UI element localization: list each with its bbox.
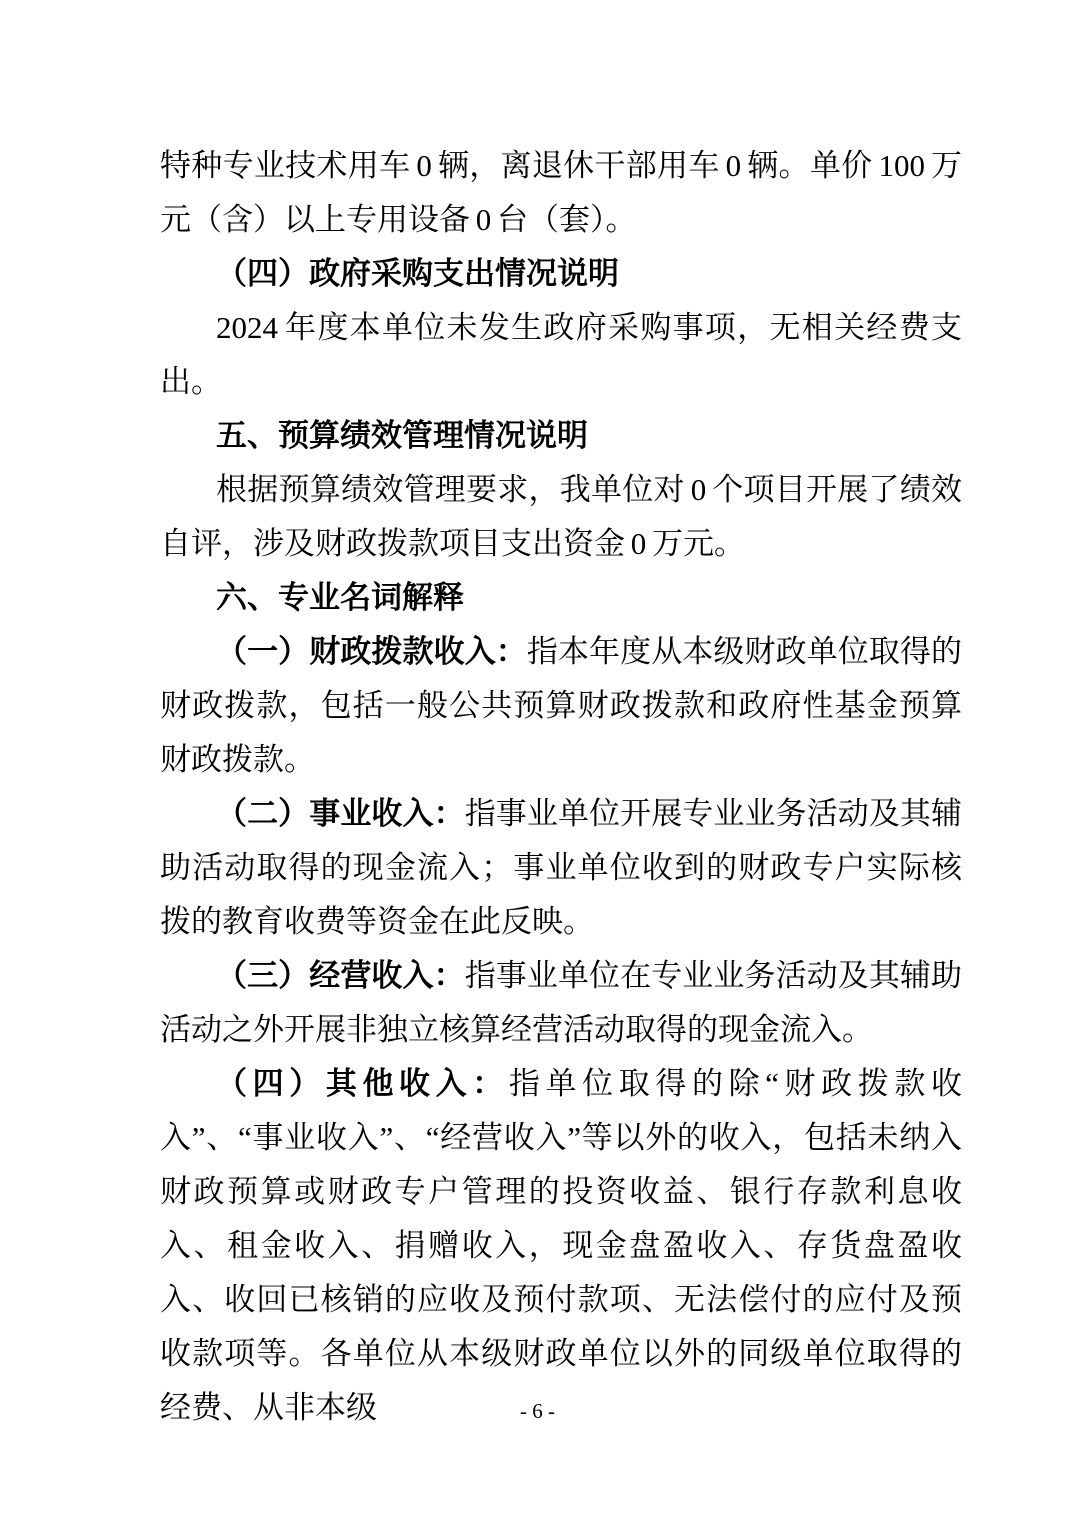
glossary-term-other-income (160, 1057, 962, 1435)
term-definition: 指本年度从本级财政单位取得的财政拨款，包括一般公共预算财政拨款和政府性基金预算财政拨款。 (160, 634, 963, 777)
term-label: （一）财政拨款收入： (216, 634, 527, 669)
term-definition: 指事业单位开展专业业务活动及其辅助活动取得的现金流入；事业单位收到的财政专户实际核拨的教育收费等资金在此反映。 (160, 796, 963, 939)
term-label: （二）事业收入： (216, 796, 465, 831)
paragraph-budget-performance: 根据预算绩效管理要求，我单位对 0 个项目开展了绩效自评，涉及财政拨款项目支出资金 0 万元。 (160, 472, 962, 561)
paragraph-special-vehicles-continued: 特种专业技术用车 0 辆，离退休干部用车 0 辆。单价 100 万元（含）以上专用设备 0 台（套）。 (160, 148, 962, 237)
term-label: （三）经营收入： (216, 958, 465, 993)
glossary-term-business-income (160, 949, 962, 1057)
heading-glossary: 六、专业名词解释 (216, 580, 464, 615)
page-number: - 6 - (520, 1399, 555, 1423)
term-label: （四）其他收入： (216, 1066, 509, 1101)
document-body (160, 139, 962, 1435)
glossary-term-operating-income (160, 787, 962, 949)
heading-gov-procurement: （四）政府采购支出情况说明 (216, 256, 619, 291)
heading-budget-performance: 五、预算绩效管理情况说明 (216, 418, 588, 453)
glossary-term-fiscal-appropriation (160, 625, 962, 787)
paragraph-gov-procurement: 2024 年度本单位未发生政府采购事项，无相关经费支出。 (160, 310, 962, 399)
term-definition: 指事业单位在专业业务活动及其辅助活动之外开展非独立核算经营活动取得的现金流入。 (160, 958, 963, 1047)
term-definition: 指单位取得的除“财政拨款收入”、“事业收入”、“经营收入”等以外的收入，包括未纳入财政预算或财政专户管理的投资收益、银行存款利息收入、租金收入、捐赠收入，现金盘盈收入、存货盘盈收入、收回已核销的应收及预付款项、无法偿付的应付及预收款项等。各单位从本级财政单位以外的同级单位取得的经费、从非本级 (160, 1066, 963, 1425)
